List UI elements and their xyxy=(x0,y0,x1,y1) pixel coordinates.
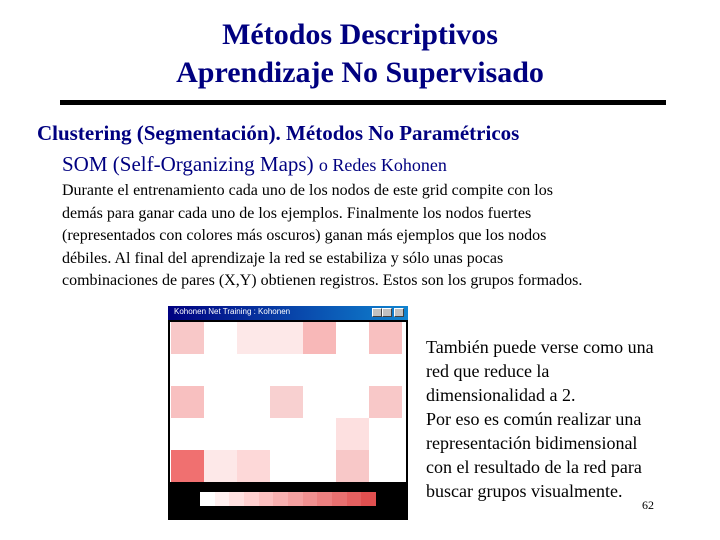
som-node xyxy=(336,354,369,386)
paragraph-line: débiles. Al final del aprendizaje la red se estabiliza y sólo unas pocas xyxy=(62,249,504,267)
som-node xyxy=(270,450,303,482)
som-node xyxy=(204,354,237,386)
paragraph-line: combinaciones de pares (X,Y) obtienen registros. Estos son los grupos formados. xyxy=(62,272,583,289)
som-node xyxy=(336,386,369,418)
side-note-line: dimensionalidad a 2. xyxy=(426,385,576,405)
color-scale-legend xyxy=(200,492,376,506)
description-paragraph xyxy=(62,180,702,293)
scale-swatch xyxy=(200,492,215,506)
som-node xyxy=(270,322,303,354)
som-node xyxy=(237,418,270,450)
som-grid xyxy=(170,322,406,482)
slide-title-line-1: Métodos Descriptivos xyxy=(222,18,498,51)
scale-swatch xyxy=(361,492,376,506)
som-node xyxy=(171,386,204,418)
som-node xyxy=(171,322,204,354)
kohonen-window-screenshot xyxy=(168,306,408,520)
close-icon xyxy=(394,308,404,317)
som-node xyxy=(171,418,204,450)
scale-swatch xyxy=(259,492,274,506)
som-node xyxy=(303,386,336,418)
som-node xyxy=(270,386,303,418)
som-node xyxy=(237,322,270,354)
som-node xyxy=(270,418,303,450)
som-node xyxy=(369,418,402,450)
title-divider xyxy=(60,100,666,105)
subheading-tail: o Redes Kohonen xyxy=(318,155,447,175)
scale-swatch xyxy=(288,492,303,506)
slide-title-line-2: Aprendizaje No Supervisado xyxy=(176,56,544,89)
scale-swatch xyxy=(347,492,362,506)
maximize-icon xyxy=(382,308,392,317)
minimize-icon xyxy=(372,308,382,317)
scale-swatch xyxy=(215,492,230,506)
som-node xyxy=(204,450,237,482)
side-note-line: buscar grupos visualmente. xyxy=(426,481,623,501)
som-node xyxy=(303,322,336,354)
scale-swatch xyxy=(273,492,288,506)
side-note xyxy=(426,335,654,503)
section-heading: Clustering (Segmentación). Métodos No Paramétricos xyxy=(37,121,520,145)
som-node xyxy=(336,450,369,482)
side-note-line: También puede verse como una xyxy=(426,337,654,357)
som-node xyxy=(303,354,336,386)
window-title: Kohonen Net Training : Kohonen xyxy=(174,307,291,316)
paragraph-line: Durante el entrenamiento cada uno de los nodos de este grid compite con los xyxy=(62,182,553,199)
paragraph-line: (representados con colores más oscuros) ganan más ejemplos que los nodos xyxy=(62,227,547,244)
window-titlebar xyxy=(168,306,408,320)
som-node xyxy=(303,418,336,450)
som-node xyxy=(369,450,402,482)
som-node xyxy=(336,418,369,450)
side-note-line: representación bidimensional xyxy=(426,433,638,453)
subheading-main: SOM (Self-Organizing Maps) xyxy=(62,152,319,176)
scale-swatch xyxy=(317,492,332,506)
som-node xyxy=(171,450,204,482)
som-node xyxy=(171,354,204,386)
som-node xyxy=(270,354,303,386)
som-node xyxy=(237,386,270,418)
som-node xyxy=(369,354,402,386)
side-note-line: red que reduce la xyxy=(426,361,550,381)
som-node xyxy=(336,322,369,354)
scale-swatch xyxy=(332,492,347,506)
som-node xyxy=(303,450,336,482)
scale-swatch xyxy=(229,492,244,506)
section-subheading xyxy=(62,152,447,177)
som-node xyxy=(204,418,237,450)
paragraph-line: demás para ganar cada uno de los ejemplos. Finalmente los nodos fuertes xyxy=(62,204,532,222)
som-node xyxy=(369,322,402,354)
page-number: 62 xyxy=(642,498,654,512)
scale-swatch xyxy=(303,492,318,506)
side-note-line: Por eso es común realizar una xyxy=(426,409,642,429)
som-node xyxy=(204,322,237,354)
som-node xyxy=(237,450,270,482)
som-node xyxy=(237,354,270,386)
side-note-line: con el resultado de la red para xyxy=(426,457,642,477)
som-node xyxy=(204,386,237,418)
scale-swatch xyxy=(244,492,259,506)
som-node xyxy=(369,386,402,418)
